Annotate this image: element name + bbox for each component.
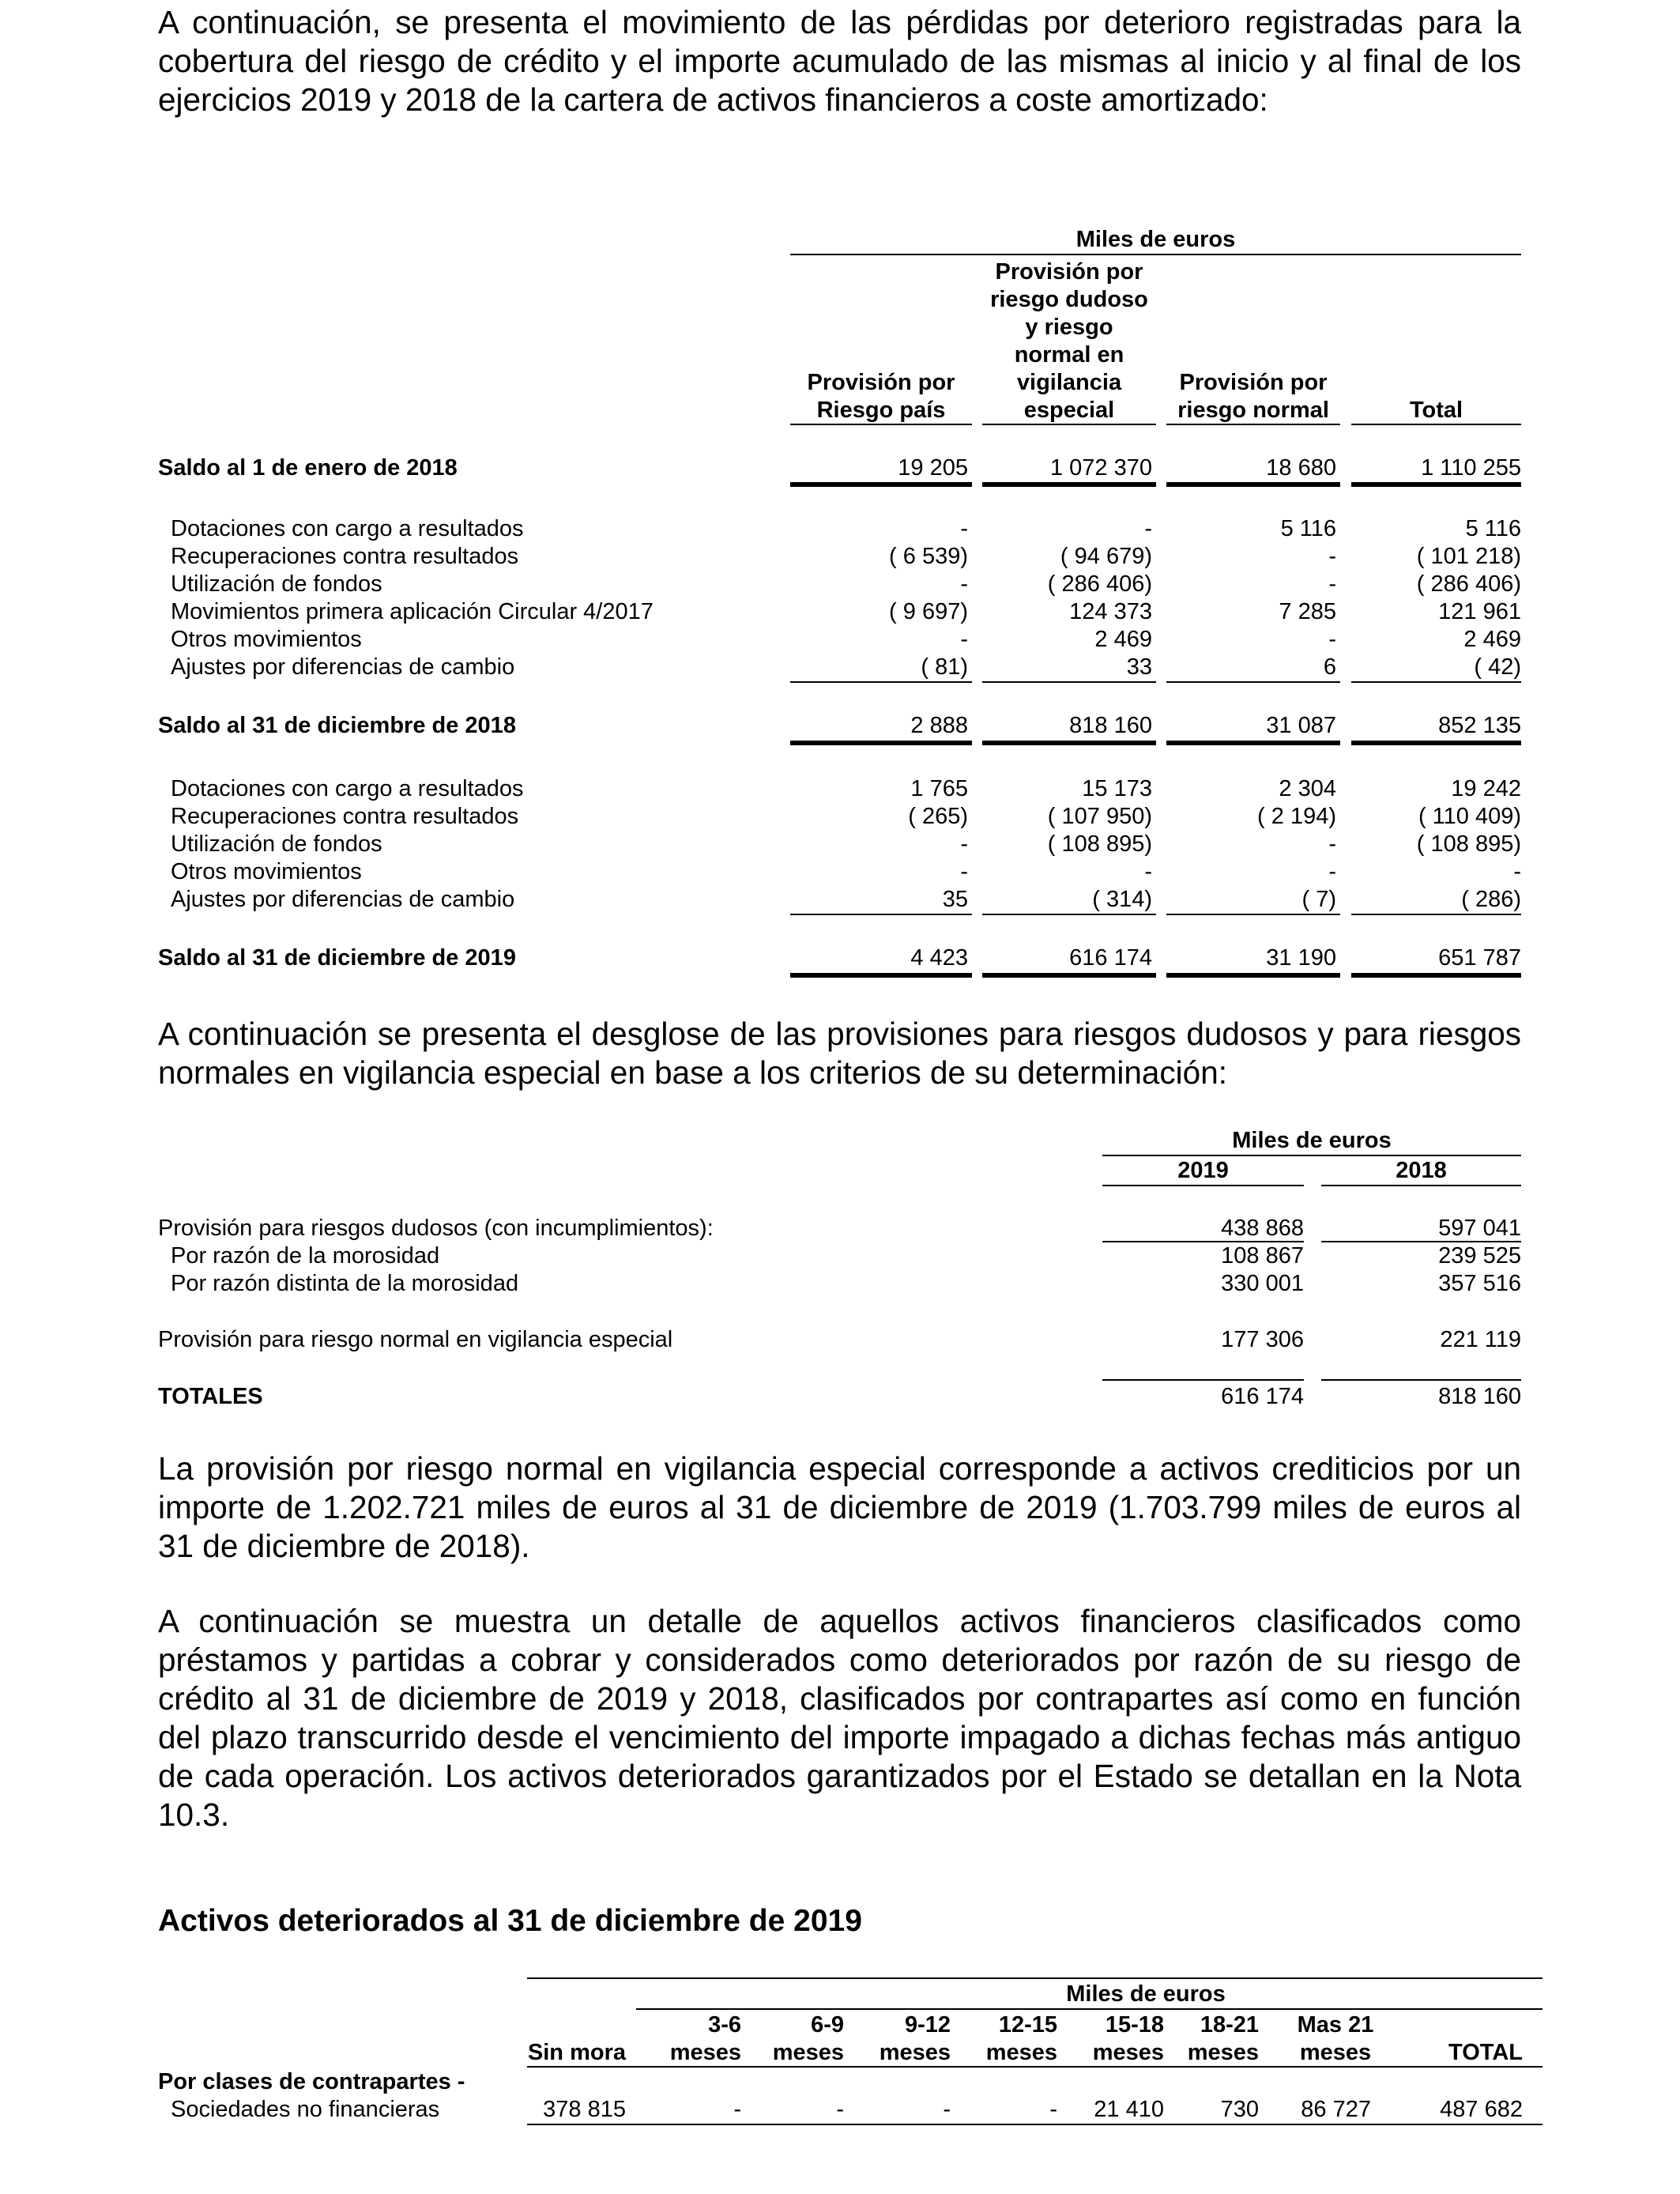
cell-value: 221 119 [1440, 1327, 1521, 1352]
table1-col-header-line: Provisión por [1179, 370, 1328, 395]
table3-col-header-line: 6-9 [811, 2012, 844, 2038]
table1-col-header-line: Total [1409, 398, 1463, 423]
subtotal-rule [982, 914, 1156, 915]
cell-value: 108 867 [1221, 1243, 1304, 1269]
cell-value: 19 205 [898, 455, 968, 481]
table1-col-header-line: vigilancia [1016, 370, 1122, 395]
table3-col-header-line: 15-18 [1105, 2012, 1164, 2038]
row-label: Saldo al 31 de diciembre de 2018 [158, 713, 516, 738]
subtotal-rule [1166, 914, 1340, 915]
row-label: Saldo al 1 de enero de 2018 [158, 455, 458, 481]
table3-col-header-line: 9-12 [904, 2012, 951, 2038]
subtotal-rule [790, 914, 972, 915]
vigilancia-paragraph: La provisión por riesgo normal en vigilancia especial corresponde a activos crediticios por un importe de 1.202.721 miles de euros al 31 de diciembre de 2019 (1.703.799 miles de euros al 31 de diciembre de 2018). [158, 1450, 1521, 1564]
header-underline [790, 424, 972, 425]
cell-value: 616 174 [1069, 945, 1152, 971]
table3-col-header-line: Mas 21 [1297, 2012, 1374, 2038]
cell-value: - [1144, 859, 1152, 884]
row-label: Provisión para riesgos dudosos (con incumplimientos): [158, 1216, 714, 1241]
total-rule [1102, 1379, 1304, 1381]
header-underline [1166, 424, 1340, 425]
double-rule [982, 482, 1156, 487]
cell-value: - [960, 571, 968, 597]
table1-col-header-line: Provisión por [807, 370, 955, 395]
cell-value: 5 116 [1465, 516, 1521, 541]
header-underline [982, 424, 1156, 425]
cell-value: - [1513, 859, 1521, 884]
table3-col-header-line: meses [1092, 2040, 1164, 2065]
cell-value: 357 516 [1438, 1271, 1521, 1296]
row-label: Provisión para riesgo normal en vigilancia especial [158, 1327, 673, 1352]
cell-value: 852 135 [1438, 713, 1521, 738]
table2-year-header: 2018 [1396, 1158, 1447, 1183]
cell-value: ( 286 406) [1047, 571, 1152, 597]
movement-label: Utilización de fondos [171, 831, 382, 857]
cell-value: 2 469 [1463, 627, 1521, 652]
cell-value: - [1328, 571, 1336, 597]
cell-value: 1 110 255 [1421, 455, 1521, 481]
cell-value: ( 42) [1474, 654, 1521, 680]
cell-value: 33 [1126, 654, 1152, 680]
totals-label: TOTALES [158, 1384, 263, 1409]
cell-value: ( 9 697) [889, 599, 968, 624]
double-rule [790, 482, 972, 487]
cell-value: 487 682 [1440, 2097, 1523, 2122]
cell-value: 616 174 [1221, 1384, 1304, 1409]
cell-value: 2 304 [1279, 776, 1336, 801]
cell-value: - [1328, 627, 1336, 652]
table3-top-rule [527, 1977, 1543, 1979]
movement-label: Recuperaciones contra resultados [171, 804, 519, 829]
table3-col-header-line: meses [985, 2040, 1057, 2065]
cell-value: 15 173 [1082, 776, 1152, 801]
cell-value: 2 469 [1094, 627, 1152, 652]
cell-value: 239 525 [1438, 1243, 1521, 1269]
cell-value: 378 815 [543, 2097, 626, 2122]
cell-value: - [1328, 544, 1336, 569]
double-rule [790, 741, 972, 745]
cell-value: - [836, 2097, 844, 2122]
cell-value: ( 110 409) [1418, 804, 1521, 829]
cell-value: - [1049, 2097, 1057, 2122]
movement-label: Ajustes por diferencias de cambio [171, 654, 515, 680]
double-rule [982, 973, 1156, 978]
cell-value: 818 160 [1438, 1384, 1521, 1409]
movement-label: Dotaciones con cargo a resultados [171, 776, 524, 801]
cell-value: ( 6 539) [889, 544, 968, 569]
cell-value: ( 286 406) [1416, 571, 1521, 597]
table1-col-header-line: riesgo dudoso [990, 287, 1148, 312]
cell-value: 597 041 [1438, 1216, 1521, 1241]
table3-unit-rule [636, 2008, 1543, 2010]
table3-bottom-rule [527, 2124, 1543, 2125]
impaired-assets-title: Activos deteriorados al 31 de diciembre de 2019 [158, 1904, 862, 1938]
cell-value: 730 [1220, 2097, 1259, 2122]
movement-label: Ajustes por diferencias de cambio [171, 887, 515, 912]
cell-value: 330 001 [1221, 1271, 1304, 1296]
cell-value: 21 410 [1094, 2097, 1164, 2122]
cell-value: ( 108 895) [1416, 831, 1521, 857]
cell-value: - [960, 516, 968, 541]
double-rule [1351, 973, 1521, 978]
table3-header-rule [527, 2066, 1543, 2068]
intro-paragraph: A continuación, se presenta el movimiento de las pérdidas por deterioro registradas para la cobertura del riesgo de crédito y el importe acumulado de las mismas al inicio y al final de los ejercicios 2019 y 2018 de la cartera de activos financieros a coste amortizado: [158, 4, 1521, 118]
subtotal-rule [982, 681, 1156, 683]
cell-value: 31 190 [1266, 945, 1336, 971]
double-rule [1166, 973, 1340, 978]
double-rule [1351, 741, 1521, 745]
cell-value: 35 [942, 887, 968, 912]
movement-label: Dotaciones con cargo a resultados [171, 516, 524, 541]
table3-col-header-line: meses [1187, 2040, 1259, 2065]
cell-value: ( 265) [908, 804, 968, 829]
subtotal-rule [1351, 681, 1521, 683]
cell-value: 121 961 [1438, 599, 1521, 624]
breakdown-paragraph: A continuación se presenta el desglose de las provisiones para riesgos dudosos y para riesgos normales en vigilancia especial en base a los criterios de su determinación: [158, 1016, 1521, 1091]
row-label: Saldo al 31 de diciembre de 2019 [158, 945, 516, 971]
cell-value: 1 072 370 [1049, 455, 1152, 481]
table3-col-header-line: meses [772, 2040, 844, 2065]
header-underline [1321, 1185, 1521, 1186]
table1-col-header-line: normal en [1014, 342, 1124, 368]
movement-label: Movimientos primera aplicación Circular 4/2017 [171, 599, 654, 624]
table3-col-header-line: Sin mora [527, 2040, 626, 2065]
cell-value: 19 242 [1451, 776, 1521, 801]
cell-value: - [1328, 831, 1336, 857]
table1-col-header-line: Provisión por [995, 259, 1143, 285]
cell-value: ( 81) [921, 654, 968, 680]
movement-label: Utilización de fondos [171, 571, 382, 597]
table3-col-header-line: 12-15 [998, 2012, 1057, 2038]
header-underline [1102, 1185, 1304, 1186]
cell-value: - [1328, 859, 1336, 884]
double-rule [790, 973, 972, 978]
cell-value: 6 [1323, 654, 1336, 680]
cell-value: 1 765 [910, 776, 968, 801]
cell-value: - [960, 831, 968, 857]
table1-col-header-line: Riesgo país [816, 398, 946, 423]
section-label: Por clases de contrapartes - [158, 2069, 465, 2094]
cell-value: ( 314) [1092, 887, 1152, 912]
cell-value: 651 787 [1438, 945, 1521, 971]
cell-value: ( 7) [1301, 887, 1336, 912]
cell-value: 31 087 [1266, 713, 1336, 738]
cell-value: 18 680 [1266, 455, 1336, 481]
table3-col-header-line: TOTAL [1448, 2040, 1523, 2065]
movement-label: Otros movimientos [171, 859, 362, 884]
cell-value: 438 868 [1221, 1216, 1304, 1241]
subtotal-rule [1351, 914, 1521, 915]
cell-value: 177 306 [1221, 1327, 1304, 1352]
cell-value: - [1144, 516, 1152, 541]
cell-value: 7 285 [1279, 599, 1336, 624]
row-label: Sociedades no financieras [171, 2097, 440, 2122]
cell-value: ( 2 194) [1257, 804, 1336, 829]
table2-year-header: 2019 [1177, 1158, 1229, 1183]
cell-value: - [960, 627, 968, 652]
cell-value: 818 160 [1069, 713, 1152, 738]
header-underline [1351, 424, 1521, 425]
row-label: Por razón de la morosidad [171, 1243, 440, 1269]
double-rule [1166, 482, 1340, 487]
table3-col-header-line: meses [879, 2040, 951, 2065]
cell-value: 2 888 [910, 713, 968, 738]
cell-value: - [733, 2097, 741, 2122]
cell-value: 5 116 [1280, 516, 1336, 541]
table1-col-header-line: especial [1023, 398, 1115, 423]
table1-unit-header: Miles de euros [1075, 227, 1236, 252]
cell-value: ( 107 950) [1047, 804, 1152, 829]
table2-unit-header: Miles de euros [1232, 1128, 1392, 1153]
row-label: Por razón distinta de la morosidad [171, 1271, 519, 1296]
total-rule [1321, 1379, 1521, 1381]
cell-value: 86 727 [1301, 2097, 1371, 2122]
cell-value: 4 423 [910, 945, 968, 971]
double-rule [1166, 741, 1340, 745]
subtotal-rule [1166, 681, 1340, 683]
movement-label: Otros movimientos [171, 627, 362, 652]
table1-unit-rule [790, 254, 1521, 255]
double-rule [982, 741, 1156, 745]
cell-value: ( 286) [1461, 887, 1521, 912]
cell-value: ( 101 218) [1416, 544, 1521, 569]
movement-label: Recuperaciones contra resultados [171, 544, 519, 569]
cell-value: - [943, 2097, 951, 2122]
table3-col-header-line: 3-6 [708, 2012, 741, 2038]
table3-col-header-line: 18-21 [1200, 2012, 1259, 2038]
subtotal-rule [790, 681, 972, 683]
cell-value: ( 108 895) [1047, 831, 1152, 857]
table1-col-header-line: y riesgo [1025, 315, 1113, 340]
table1-col-header-line: riesgo normal [1177, 398, 1329, 423]
cell-value: 124 373 [1069, 599, 1152, 624]
cell-value: ( 94 679) [1060, 544, 1152, 569]
table3-col-header-line: meses [1299, 2040, 1372, 2065]
detail-paragraph: A continuación se muestra un detalle de aquellos activos financieros clasificados como préstamos y partidas a cobrar y considerados como deteriorados por razón de su riesgo de crédito al 31 de diciembre de 2019 y 2018, clasificados por contrapartes así como en función del plazo transcurrido desde el vencimiento del importe impagado a dichas fechas más antiguo de cada operación. Los activos deteriorados garantizados por el Estado se detallan en la Nota 10.3. [158, 1603, 1521, 1833]
double-rule [1351, 482, 1521, 487]
table3-col-header-line: meses [669, 2040, 741, 2065]
cell-value: - [960, 859, 968, 884]
table3-unit-header: Miles de euros [1066, 1981, 1226, 2007]
